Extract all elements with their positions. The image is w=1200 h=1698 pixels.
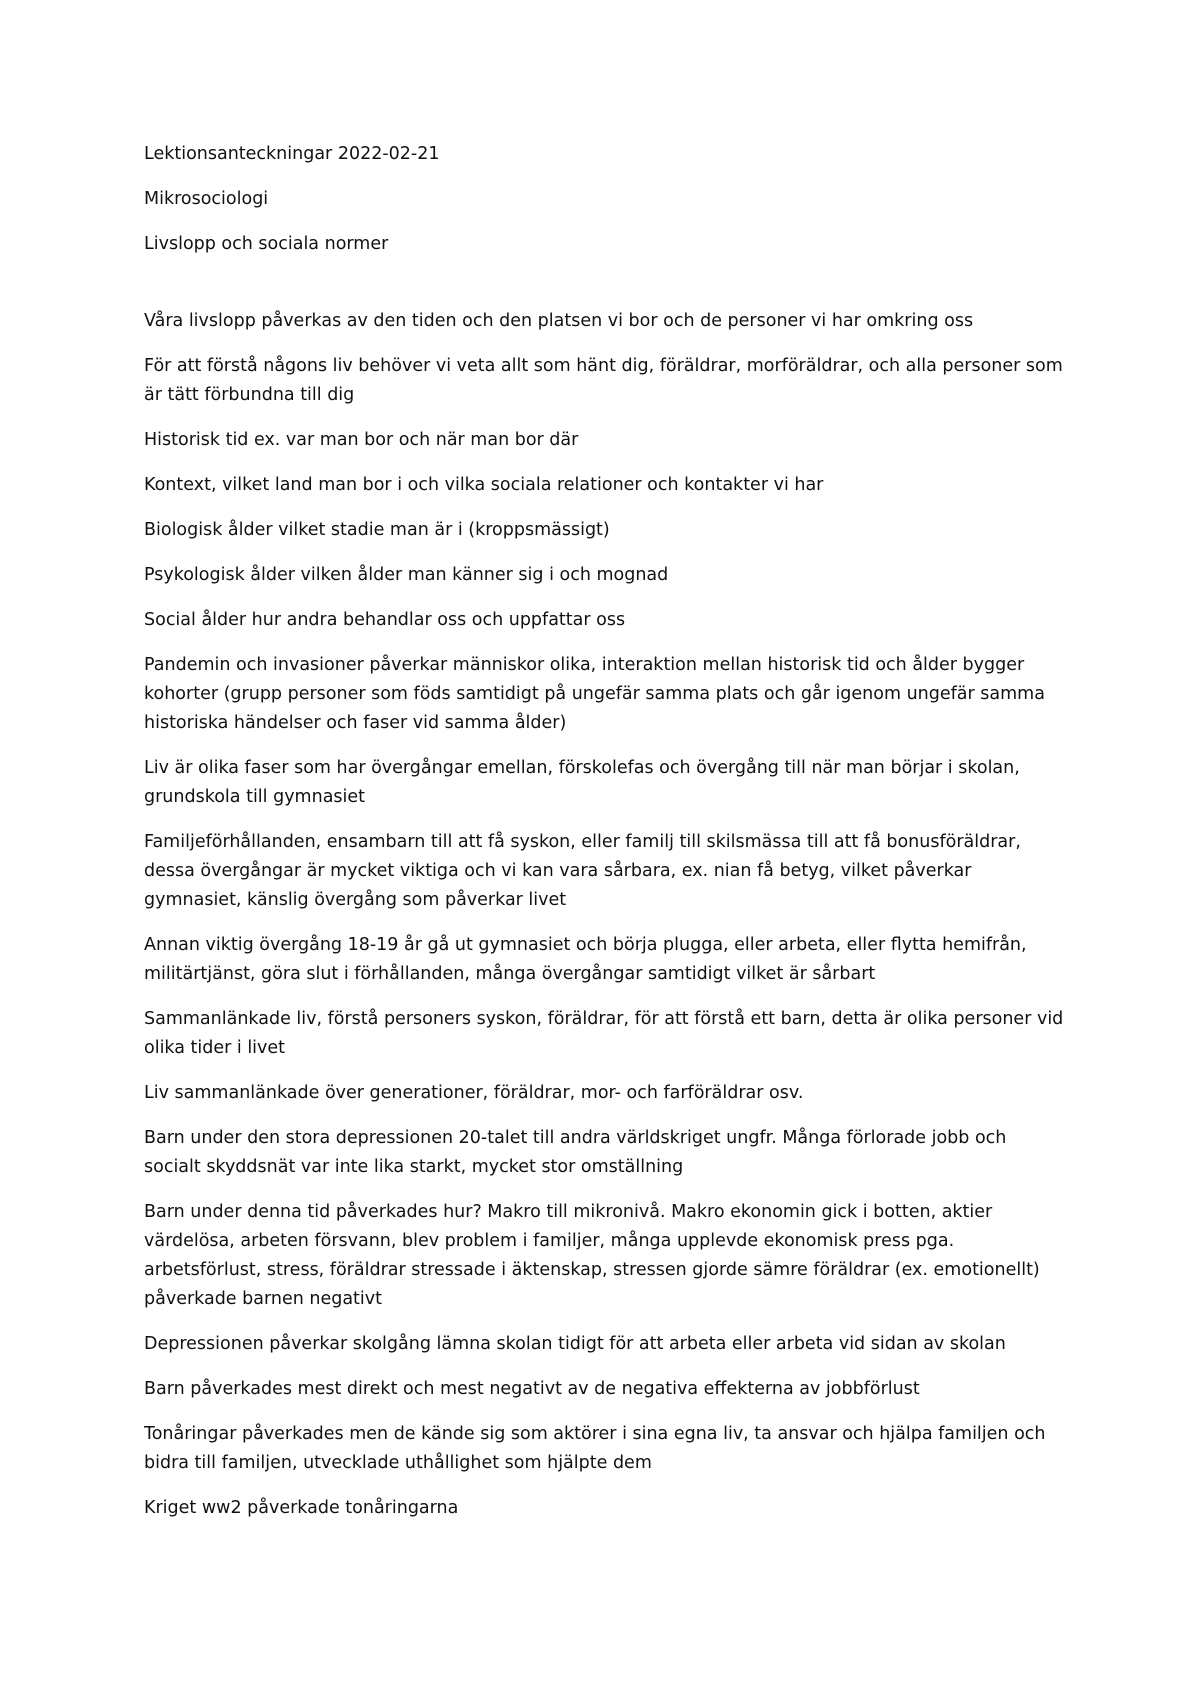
paragraph: För att förstå någons liv behöver vi veta allt som hänt dig, föräldrar, morföräldrar, och alla personer som är tätt förbundna till dig: [144, 356, 1063, 405]
notes-title-date: Lektionsanteckningar 2022-02-21: [144, 144, 440, 164]
paragraph: Annan viktig övergång 18-19 år gå ut gymnasiet och börja plugga, eller arbeta, eller flytta hemifrån, militärtjänst, göra slut i förhållanden, många övergångar samtidigt vilket är sårbart: [144, 935, 1027, 984]
paragraph: Familjeförhållanden, ensambarn till att få syskon, eller familj till skilsmässa till att få bonusföräldrar, dessa övergångar är mycket viktiga och vi kan vara sårbara, ex. nian få betyg, vilket påverkar gymnasiet, känslig övergång som påverkar livet: [144, 832, 1021, 910]
subject-title: Mikrosociologi: [144, 189, 269, 209]
paragraph: Biologisk ålder vilket stadie man är i (kroppsmässigt): [144, 520, 610, 540]
paragraph: Kriget ww2 påverkade tonåringarna: [144, 1498, 459, 1518]
paragraph: Sammanlänkade liv, förstå personers syskon, föräldrar, för att förstå ett barn, detta är olika personer vid olika tider i livet: [144, 1009, 1064, 1058]
paragraph: Våra livslopp påverkas av den tiden och den platsen vi bor och de personer vi har omkring oss: [144, 311, 974, 331]
paragraph: Liv är olika faser som har övergångar emellan, förskolefas och övergång till när man börjar i skolan, grundskola till gymnasiet: [144, 758, 1020, 807]
paragraph: Tonåringar påverkades men de kände sig som aktörer i sina egna liv, ta ansvar och hjälpa familjen och bidra till familjen, utvecklade uthållighet som hjälpte dem: [144, 1424, 1046, 1473]
paragraph: Depressionen påverkar skolgång lämna skolan tidigt för att arbeta eller arbeta vid sidan av skolan: [144, 1334, 1006, 1354]
topic-title: Livslopp och sociala normer: [144, 234, 389, 254]
paragraph: Pandemin och invasioner påverkar människor olika, interaktion mellan historisk tid och ålder bygger kohorter (grupp personer som föds samtidigt på ungefär samma plats och går igenom ungefär samma historiska händelser och faser vid samma ålder): [144, 655, 1045, 733]
paragraph: Historisk tid ex. var man bor och när man bor där: [144, 430, 579, 450]
paragraph: Psykologisk ålder vilken ålder man känner sig i och mognad: [144, 565, 669, 585]
document-header: [144, 140, 1064, 259]
notes-paragraphs: [144, 307, 1064, 1523]
document-body: [144, 140, 1064, 1539]
paragraph: Social ålder hur andra behandlar oss och uppfattar oss: [144, 610, 626, 630]
paragraph: Kontext, vilket land man bor i och vilka sociala relationer och kontakter vi har: [144, 475, 824, 495]
paragraph: Barn under den stora depressionen 20-talet till andra världskriget ungfr. Många förlorade jobb och socialt skyddsnät var inte lika starkt, mycket stor omställning: [144, 1128, 1007, 1177]
paragraph: Barn påverkades mest direkt och mest negativt av de negativa effekterna av jobbförlust: [144, 1379, 920, 1399]
paragraph: Liv sammanlänkade över generationer, föräldrar, mor- och farföräldrar osv.: [144, 1083, 804, 1103]
paragraph: Barn under denna tid påverkades hur? Makro till mikronivå. Makro ekonomin gick i botten, aktier värdelösa, arbeten försvann, blev problem i familjer, många upplevde ekonomisk press pga. arbetsförlust, stress, föräldrar stressade i äktenskap, stressen gjorde sämre föräldrar (ex. emotionellt) påverkade barnen negativt: [144, 1202, 1040, 1309]
